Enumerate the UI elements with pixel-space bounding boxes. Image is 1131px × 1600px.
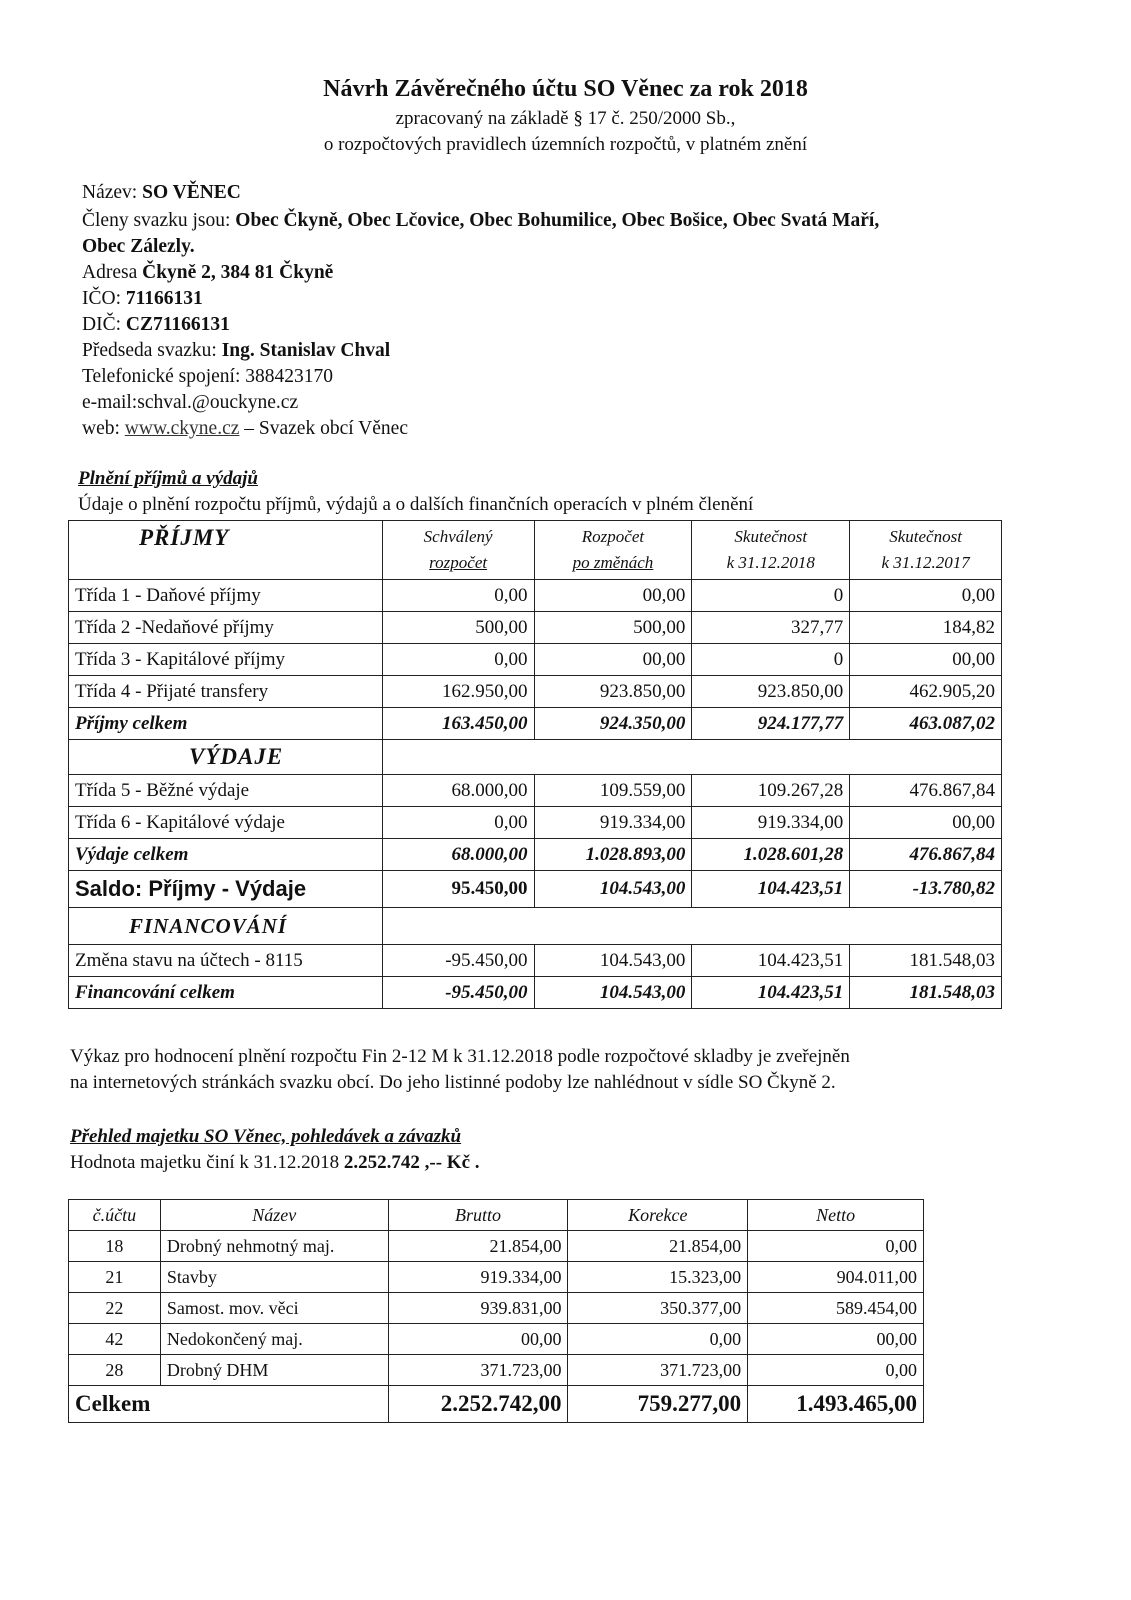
cell-value: -13.780,82 xyxy=(850,871,1002,908)
info-members xyxy=(82,208,879,234)
name-value: SO VĚNEC xyxy=(142,182,241,203)
total-netto: 1.493.465,00 xyxy=(748,1386,924,1423)
dic-label: DIČ: xyxy=(82,314,121,335)
asset-table xyxy=(68,1199,924,1423)
cell-value: 00,00 xyxy=(534,644,692,676)
members-value: Obec Čkyně, Obec Lčovice, Obec Bohumilice, Obec Bošice, Obec Svatá Maří, xyxy=(235,210,880,231)
cell-value: 919.334,00 xyxy=(692,807,850,839)
total-brutto: 2.252.742,00 xyxy=(388,1386,568,1423)
financing-heading: FINANCOVÁNÍ xyxy=(69,908,383,945)
cell-account: 18 xyxy=(69,1231,161,1262)
cell-value: 463.087,02 xyxy=(850,708,1002,740)
section-title-income-expenses: Plnění příjmů a výdajů xyxy=(78,468,258,489)
cell-korekce: 21.854,00 xyxy=(568,1231,748,1262)
table-header-row xyxy=(69,521,1002,580)
legal-basis-line: zpracovaný na základě § 17 č. 250/2000 Sb., xyxy=(395,108,736,129)
table-row xyxy=(69,612,1002,644)
col-amended-b: po změnách xyxy=(572,553,654,572)
table-row xyxy=(69,775,1002,807)
asset-value-amount: 2.252.742 ,-- Kč . xyxy=(343,1152,480,1173)
empty-cell xyxy=(382,740,1001,775)
col-actual-2018-a: Skutečnost xyxy=(734,527,808,546)
cell-netto: 0,00 xyxy=(748,1231,924,1262)
table-row xyxy=(69,580,1002,612)
table-row xyxy=(69,1355,924,1386)
cell-value: 184,82 xyxy=(850,612,1002,644)
row-label: Změna stavu na účtech - 8115 xyxy=(69,945,383,977)
cell-value: 109.267,28 xyxy=(692,775,850,807)
cell-value: 924.350,00 xyxy=(534,708,692,740)
cell-value: 1.028.601,28 xyxy=(692,839,850,871)
web-link[interactable]: www.ckyne.cz xyxy=(124,418,240,439)
report-note-line-2: na internetových stránkách svazku obcí. Do jeho listinné podoby lze nahlédnout v sídle SO Čkyně 2. xyxy=(70,1072,836,1093)
report-note-line-1: Výkaz pro hodnocení plnění rozpočtu Fin 2-12 M k 31.12.2018 podle rozpočtové skladby je zveřejněn xyxy=(70,1046,850,1067)
cell-value: 104.543,00 xyxy=(534,871,692,908)
dic-value: CZ71166131 xyxy=(125,314,230,335)
members-label: Členy svazku jsou: xyxy=(82,210,231,231)
info-chair xyxy=(82,338,390,364)
cell-brutto: 919.334,00 xyxy=(388,1262,568,1293)
empty-cell xyxy=(382,908,1001,945)
cell-value: 0,00 xyxy=(850,580,1002,612)
cell-value: 0 xyxy=(692,644,850,676)
cell-name: Nedokončený maj. xyxy=(160,1324,388,1355)
cell-korekce: 371.723,00 xyxy=(568,1355,748,1386)
cell-value: 500,00 xyxy=(382,612,534,644)
financing-total-row xyxy=(69,977,1002,1009)
web-label: web: xyxy=(82,418,120,439)
table-row xyxy=(69,676,1002,708)
cell-value: 500,00 xyxy=(534,612,692,644)
cell-value: 104.423,51 xyxy=(692,977,850,1009)
cell-value: 104.423,51 xyxy=(692,871,850,908)
cell-account: 28 xyxy=(69,1355,161,1386)
cell-korekce: 350.377,00 xyxy=(568,1293,748,1324)
saldo-label: Saldo: Příjmy - Výdaje xyxy=(69,871,383,908)
cell-value: 163.450,00 xyxy=(382,708,534,740)
cell-value: 476.867,84 xyxy=(850,775,1002,807)
cell-value: 919.334,00 xyxy=(534,807,692,839)
cell-value: -95.450,00 xyxy=(382,977,534,1009)
info-members-cont xyxy=(82,234,195,260)
cell-brutto: 939.831,00 xyxy=(388,1293,568,1324)
total-label: Celkem xyxy=(69,1386,389,1423)
cell-brutto: 371.723,00 xyxy=(388,1355,568,1386)
cell-netto: 904.011,00 xyxy=(748,1262,924,1293)
col-brutto: Brutto xyxy=(388,1200,568,1231)
table-row xyxy=(69,1231,924,1262)
table-row xyxy=(69,1324,924,1355)
info-name xyxy=(82,180,241,206)
total-korekce: 759.277,00 xyxy=(568,1386,748,1423)
col-approved xyxy=(382,521,534,580)
cell-value: 00,00 xyxy=(850,644,1002,676)
table-row xyxy=(69,1293,924,1324)
expenses-heading-row xyxy=(69,740,1002,775)
income-total-row xyxy=(69,708,1002,740)
cell-netto: 0,00 xyxy=(748,1355,924,1386)
cell-value: 181.548,03 xyxy=(850,945,1002,977)
cell-korekce: 0,00 xyxy=(568,1324,748,1355)
cell-account: 42 xyxy=(69,1324,161,1355)
info-address xyxy=(82,260,333,286)
cell-name: Stavby xyxy=(160,1262,388,1293)
col-amended xyxy=(534,521,692,580)
cell-value: 924.177,77 xyxy=(692,708,850,740)
cell-value: 109.559,00 xyxy=(534,775,692,807)
cell-value: 923.850,00 xyxy=(534,676,692,708)
cell-value: 476.867,84 xyxy=(850,839,1002,871)
section-subtitle: Údaje o plnění rozpočtu příjmů, výdajů a o dalších finančních operacích v plném členění xyxy=(78,494,754,515)
info-web xyxy=(82,416,408,442)
cell-netto: 00,00 xyxy=(748,1324,924,1355)
row-label: Třída 2 -Nedaňové příjmy xyxy=(69,612,383,644)
cell-netto: 589.454,00 xyxy=(748,1293,924,1324)
expenses-heading: VÝDAJE xyxy=(69,740,383,775)
row-label: Třída 1 - Daňové příjmy xyxy=(69,580,383,612)
cell-value: 181.548,03 xyxy=(850,977,1002,1009)
cell-name: Drobný DHM xyxy=(160,1355,388,1386)
col-korekce: Korekce xyxy=(568,1200,748,1231)
row-label: Třída 3 - Kapitálové příjmy xyxy=(69,644,383,676)
cell-account: 21 xyxy=(69,1262,161,1293)
ico-label: IČO: xyxy=(82,288,121,309)
cell-value: 0,00 xyxy=(382,644,534,676)
chair-value: Ing. Stanislav Chval xyxy=(221,340,391,361)
cell-value: 0,00 xyxy=(382,807,534,839)
col-actual-2017-a: Skutečnost xyxy=(889,527,962,546)
col-account: č.účtu xyxy=(69,1200,161,1231)
info-dic xyxy=(82,312,230,338)
asset-value-line xyxy=(70,1152,480,1174)
asset-value-text: Hodnota majetku činí k 31.12.2018 xyxy=(70,1152,340,1173)
row-label: Třída 6 - Kapitálové výdaje xyxy=(69,807,383,839)
col-netto: Netto xyxy=(748,1200,924,1231)
col-amended-a: Rozpočet xyxy=(581,527,645,546)
col-actual-2017 xyxy=(850,521,1002,580)
col-actual-2018 xyxy=(692,521,850,580)
table-row xyxy=(69,945,1002,977)
cell-value: 104.543,00 xyxy=(534,977,692,1009)
col-actual-2017-b: k 31.12.2017 xyxy=(881,553,970,572)
info-phone: Telefonické spojení: 388423170 xyxy=(82,366,333,387)
financing-heading-row xyxy=(69,908,1002,945)
cell-name: Drobný nehmotný maj. xyxy=(160,1231,388,1262)
info-email: e-mail:schval.@ouckyne.cz xyxy=(82,392,299,413)
asset-total-row xyxy=(69,1386,924,1423)
row-label: Výdaje celkem xyxy=(69,839,383,871)
chair-label: Předseda svazku: xyxy=(82,340,217,361)
cell-value: 162.950,00 xyxy=(382,676,534,708)
name-label: Název: xyxy=(82,182,138,203)
col-approved-a: Schválený xyxy=(423,527,493,546)
address-value: Čkyně 2, 384 81 Čkyně xyxy=(142,262,334,283)
section-title-assets: Přehled majetku SO Věnec, pohledávek a závazků xyxy=(70,1126,462,1147)
cell-value: 0 xyxy=(692,580,850,612)
cell-value: 104.423,51 xyxy=(692,945,850,977)
row-label: Financování celkem xyxy=(69,977,383,1009)
cell-value: 462.905,20 xyxy=(850,676,1002,708)
expense-total-row xyxy=(69,839,1002,871)
legal-basis-line-2: o rozpočtových pravidlech územních rozpočtů, v platném znění xyxy=(323,134,808,155)
cell-value: 1.028.893,00 xyxy=(534,839,692,871)
cell-brutto: 00,00 xyxy=(388,1324,568,1355)
cell-value: 923.850,00 xyxy=(692,676,850,708)
cell-brutto: 21.854,00 xyxy=(388,1231,568,1262)
asset-header-row xyxy=(69,1200,924,1231)
cell-value: 0,00 xyxy=(382,580,534,612)
cell-value: 327,77 xyxy=(692,612,850,644)
ico-value: 71166131 xyxy=(125,288,203,309)
col-approved-b: rozpočet xyxy=(429,553,488,572)
col-actual-2018-b: k 31.12.2018 xyxy=(726,553,815,572)
address-label: Adresa xyxy=(82,262,138,283)
table-row xyxy=(69,807,1002,839)
cell-value: 68.000,00 xyxy=(382,775,534,807)
document-title: Návrh Závěrečného účtu SO Věnec za rok 2018 xyxy=(323,76,808,102)
cell-value: 00,00 xyxy=(534,580,692,612)
row-label: Příjmy celkem xyxy=(69,708,383,740)
cell-value: 00,00 xyxy=(850,807,1002,839)
cell-value: -95.450,00 xyxy=(382,945,534,977)
table-row xyxy=(69,644,1002,676)
budget-table xyxy=(68,520,1002,1009)
cell-value: 68.000,00 xyxy=(382,839,534,871)
web-suffix: – Svazek obcí Věnec xyxy=(244,418,408,439)
table-row xyxy=(69,1262,924,1293)
row-label: Třída 5 - Běžné výdaje xyxy=(69,775,383,807)
cell-account: 22 xyxy=(69,1293,161,1324)
saldo-row xyxy=(69,871,1002,908)
cell-value: 95.450,00 xyxy=(382,871,534,908)
row-label: Třída 4 - Přijaté transfery xyxy=(69,676,383,708)
col-name: Název xyxy=(160,1200,388,1231)
cell-name: Samost. mov. věci xyxy=(160,1293,388,1324)
income-heading: PŘÍJMY xyxy=(69,521,383,580)
cell-value: 104.543,00 xyxy=(534,945,692,977)
cell-korekce: 15.323,00 xyxy=(568,1262,748,1293)
info-ico xyxy=(82,286,203,312)
members-value-2: Obec Zálezly. xyxy=(82,236,195,257)
